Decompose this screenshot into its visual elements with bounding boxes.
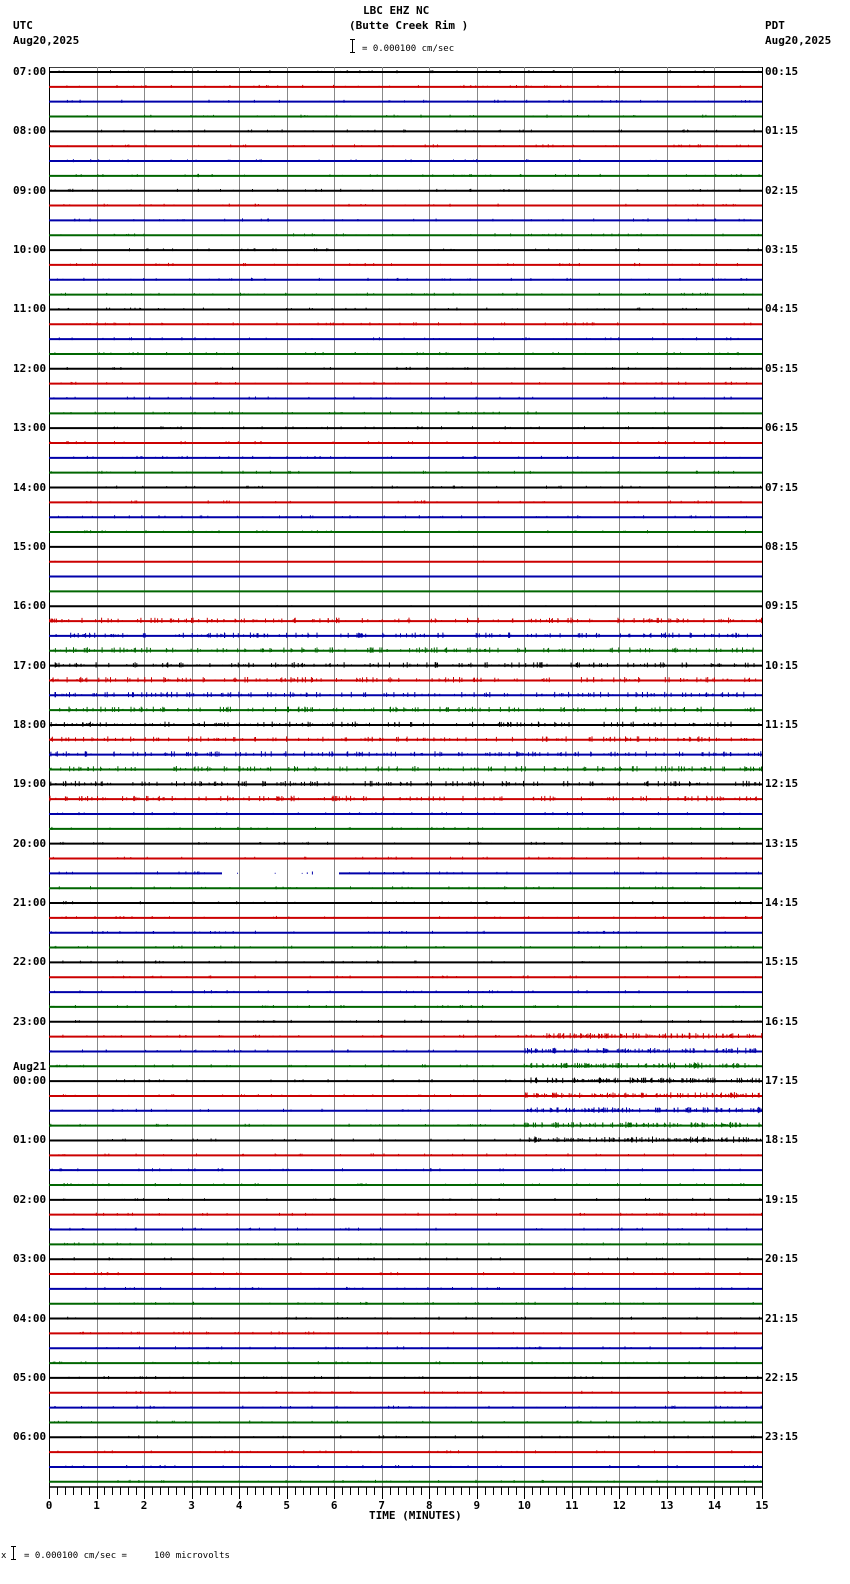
x-tick-label: 13 bbox=[660, 1499, 674, 1512]
pdt-time-label: 23:15 bbox=[765, 1430, 799, 1444]
pdt-time-label: 17:15 bbox=[765, 1074, 799, 1088]
utc-hour-label: 21:00 bbox=[13, 896, 47, 910]
left-timezone: UTC bbox=[13, 19, 33, 32]
utc-hour-label: 13:00 bbox=[13, 421, 47, 435]
utc-hour-label: 23:00 bbox=[13, 1014, 47, 1028]
footer-scale-prefix: x bbox=[1, 1551, 7, 1561]
x-tick-label: 10 bbox=[517, 1499, 531, 1512]
date-change-label: Aug21 bbox=[13, 1060, 47, 1074]
x-tick-label: 0 bbox=[45, 1499, 53, 1512]
x-tick-label: 1 bbox=[93, 1499, 100, 1512]
utc-hour-label: 15:00 bbox=[13, 539, 47, 553]
x-axis-label: TIME (MINUTES) bbox=[369, 1509, 462, 1522]
utc-hour-label: 03:00 bbox=[13, 1252, 47, 1266]
x-tick-label: 12 bbox=[612, 1499, 627, 1512]
pdt-time-label: 02:15 bbox=[765, 183, 799, 197]
pdt-time-label: 13:15 bbox=[765, 836, 799, 850]
pdt-time-label: 09:15 bbox=[765, 599, 799, 613]
left-date: Aug20,2025 bbox=[13, 34, 80, 47]
utc-hour-label: 00:00 bbox=[13, 1074, 47, 1088]
pdt-time-label: 01:15 bbox=[765, 124, 799, 138]
pdt-time-label: 08:15 bbox=[765, 539, 799, 553]
utc-hour-label: 04:00 bbox=[13, 1311, 47, 1325]
pdt-time-label: 10:15 bbox=[765, 658, 799, 672]
x-tick-label: 5 bbox=[283, 1499, 290, 1512]
x-tick-label: 8 bbox=[425, 1499, 433, 1512]
utc-hour-label: 10:00 bbox=[13, 243, 47, 257]
utc-hour-label: 17:00 bbox=[13, 658, 47, 672]
pdt-time-label: 22:15 bbox=[765, 1370, 799, 1384]
scale-label: = 0.000100 cm/sec bbox=[362, 44, 455, 54]
pdt-time-label: 19:15 bbox=[765, 1192, 799, 1206]
pdt-time-label: 06:15 bbox=[765, 421, 799, 435]
utc-hour-label: 06:00 bbox=[13, 1430, 47, 1444]
pdt-time-label: 11:15 bbox=[765, 717, 799, 731]
x-tick-label: 3 bbox=[188, 1499, 195, 1512]
x-tick-label: 7 bbox=[378, 1499, 386, 1512]
footer-scale-text: = 0.000100 cm/sec = 100 microvolts bbox=[24, 1551, 230, 1561]
footer-scale-bar-icon bbox=[13, 1546, 14, 1560]
utc-hour-label: 20:00 bbox=[13, 836, 47, 850]
right-date: Aug20,2025 bbox=[765, 34, 832, 47]
pdt-time-label: 05:15 bbox=[765, 361, 799, 375]
station-location: (Butte Creek Rim ) bbox=[349, 19, 469, 32]
right-timezone: PDT bbox=[765, 19, 785, 32]
scale-bar-icon bbox=[352, 39, 353, 53]
pdt-time-label: 20:15 bbox=[765, 1252, 799, 1266]
utc-hour-label: 12:00 bbox=[13, 361, 47, 375]
utc-hour-label: 02:00 bbox=[13, 1192, 47, 1206]
pdt-time-label: 15:15 bbox=[765, 955, 799, 969]
x-tick-label: 15 bbox=[755, 1499, 769, 1512]
x-tick-label: 14 bbox=[707, 1499, 722, 1512]
x-tick-label: 11 bbox=[565, 1499, 579, 1512]
utc-hour-label: 18:00 bbox=[13, 717, 47, 731]
pdt-time-label: 18:15 bbox=[765, 1133, 799, 1147]
x-tick-label: 4 bbox=[235, 1499, 243, 1512]
utc-hour-label: 11:00 bbox=[13, 302, 47, 316]
pdt-time-label: 03:15 bbox=[765, 243, 799, 257]
x-tick-label: 6 bbox=[330, 1499, 338, 1512]
utc-hour-label: 01:00 bbox=[13, 1133, 47, 1147]
utc-hour-label: 07:00 bbox=[13, 65, 47, 78]
station-title: LBC EHZ NC bbox=[363, 4, 430, 17]
x-tick-label: 2 bbox=[140, 1499, 148, 1512]
utc-hour-label: 22:00 bbox=[13, 955, 47, 969]
utc-hour-label: 05:00 bbox=[13, 1370, 47, 1384]
pdt-time-label: 00:15 bbox=[765, 65, 799, 78]
pdt-time-label: 12:15 bbox=[765, 777, 799, 791]
utc-hour-label: 09:00 bbox=[13, 183, 47, 197]
utc-hour-label: 14:00 bbox=[13, 480, 47, 494]
utc-hour-label: 16:00 bbox=[13, 599, 47, 613]
pdt-time-label: 16:15 bbox=[765, 1014, 799, 1028]
pdt-time-label: 14:15 bbox=[765, 896, 799, 910]
utc-hour-label: 08:00 bbox=[13, 124, 47, 138]
pdt-time-label: 04:15 bbox=[765, 302, 799, 316]
x-tick-label: 9 bbox=[473, 1499, 481, 1512]
utc-hour-label: 19:00 bbox=[13, 777, 47, 791]
pdt-time-label: 21:15 bbox=[765, 1311, 799, 1325]
pdt-time-label: 07:15 bbox=[765, 480, 799, 494]
helicorder-plot bbox=[49, 67, 762, 1487]
